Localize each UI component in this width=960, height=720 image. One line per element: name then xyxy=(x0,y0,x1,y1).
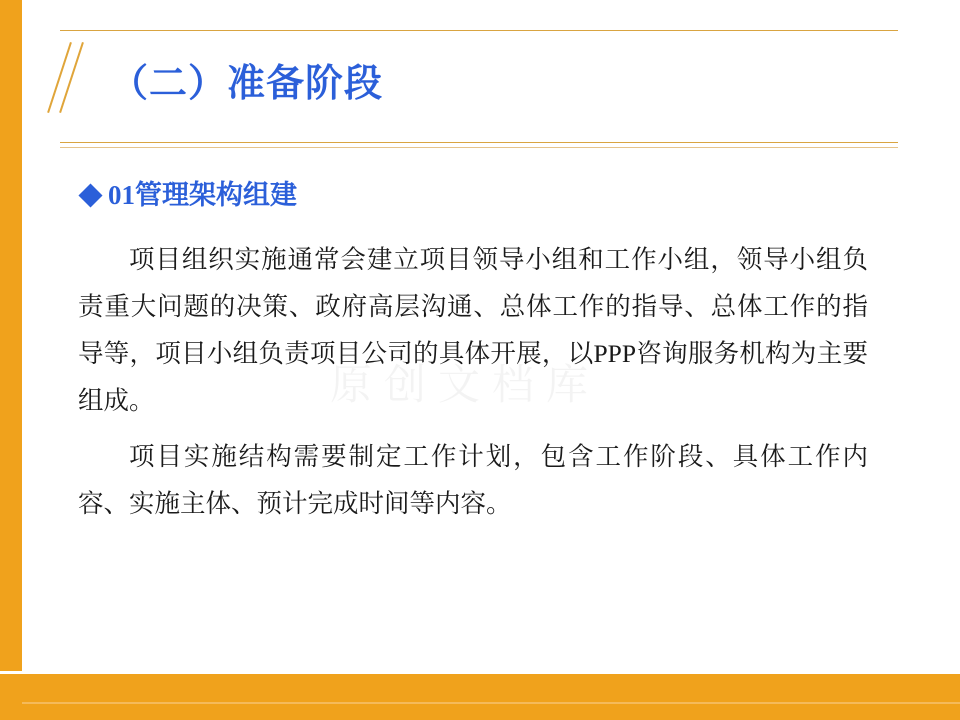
bottom-accent-band xyxy=(0,674,960,720)
page-title: （二）准备阶段 xyxy=(110,63,384,105)
title-slash-decoration-1 xyxy=(47,42,72,113)
body-paragraph: 项目实施结构需要制定工作计划，包含工作阶段、具体工作内容、实施主体、预计完成时间等内容。 xyxy=(78,442,868,518)
title-rule-bottom xyxy=(60,142,898,143)
body-paragraph: 项目组织实施通常会建立项目领导小组和工作小组，领导小组负责重大问题的决策、政府高层沟通、总体工作的指导、总体工作的指导等，项目小组负责项目公司的具体开展，以PPP咨询服务机构为主要组成。 xyxy=(78,245,868,415)
left-accent-bar xyxy=(0,0,22,720)
title-rule-top xyxy=(60,30,898,31)
title-rule-bottom-secondary xyxy=(60,147,898,148)
diamond-bullet-icon xyxy=(78,183,102,207)
section-heading-label: 01管理架构组建 xyxy=(108,180,297,210)
body-content xyxy=(78,236,868,533)
bottom-band-inner-line xyxy=(22,702,960,704)
section-heading xyxy=(82,178,297,212)
title-slash-decoration-2 xyxy=(59,42,84,113)
